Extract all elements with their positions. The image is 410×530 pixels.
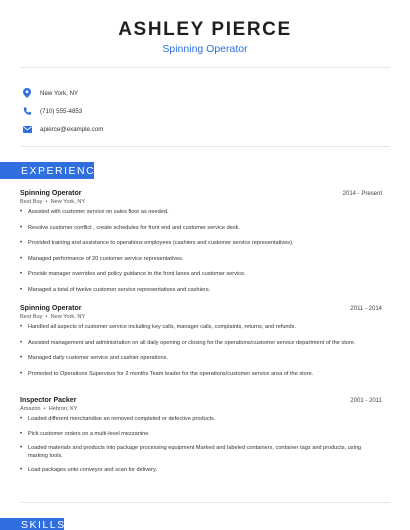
bullet-item: • Provide manager overrides and policy guidance to the front lanes and customer service. (20, 271, 382, 279)
phone-text[interactable]: (710) 555-4853 (40, 107, 83, 115)
job-dates: 2001 - 2011 (350, 398, 382, 404)
phone-icon (22, 106, 32, 116)
bullet-item: • Assisted with customer service on sales floor as needed. (20, 209, 382, 217)
job-entry (20, 190, 382, 295)
bullet-item: • Provided training and assistance to operations employees (cashiers and customer service representatives). (20, 240, 382, 248)
email-text[interactable]: apierce@example.com (40, 125, 104, 133)
job-company: Amazon (20, 406, 41, 412)
job-meta (20, 406, 382, 412)
meta-separator: • (43, 314, 50, 320)
candidate-title: Spinning Operator (162, 43, 248, 55)
bullet-item: • Loaded different merchandise an removed completed or defective products. (20, 416, 382, 424)
job-location: New York, NY (50, 199, 86, 205)
bullet-item: • Managed performance of 20 customer service representatives. (20, 256, 382, 264)
meta-separator: • (43, 199, 50, 205)
contact-list (22, 84, 103, 138)
job-bullets (20, 324, 382, 378)
job-meta (20, 199, 382, 205)
job-company: Best Buy (20, 314, 43, 320)
divider (20, 146, 390, 147)
bullet-item: • Assisted management and administration on all daily opening or closing for the operations/customer service department of the store. (20, 340, 382, 348)
bullet-item: • Promoted to Operations Supervisor for 2 months Team leader for the operations/customer service area of the store. (20, 371, 382, 379)
job-entry (20, 397, 382, 475)
bullet-item: • Pick customer orders on a multi-level mezzanine. (20, 431, 382, 439)
divider (20, 67, 390, 68)
job-dates: 2014 - Present (342, 191, 382, 197)
contact-location (22, 84, 103, 102)
bullet-item: • Handled all aspects of customer service including key calls, manager calls, complaints, returns, and refunds. (20, 324, 382, 332)
job-title: Inspector Packer (20, 397, 77, 404)
section-heading-experience: EXPERIENCE (0, 162, 94, 179)
section-heading-skills: SKILLS (0, 518, 64, 530)
bullet-item: • Resolve customer conflict , create schedules for front end and customer service desk. (20, 225, 382, 233)
bullet-item: • Loaded materials and products into package processing equipment Marked and labeled containers, container tags and products, using marking tools. (20, 445, 382, 460)
resume-header (0, 0, 410, 56)
job-location: New York, NY (50, 314, 86, 320)
meta-separator: • (42, 406, 48, 412)
job-bullets (20, 209, 382, 295)
divider (20, 502, 390, 503)
job-meta (20, 314, 382, 320)
contact-phone (22, 102, 103, 120)
job-title: Spinning Operator (20, 305, 82, 312)
location-text: New York, NY (40, 89, 79, 97)
job-company: Best Buy (20, 199, 43, 205)
bullet-item: • Load packages unto conveyor and scan for delivery. (20, 467, 382, 475)
bullet-item: • Managed daily customer service and cashier operations. (20, 355, 382, 363)
job-location: Hebron, KY (48, 406, 78, 412)
job-title: Spinning Operator (20, 190, 82, 197)
job-bullets (20, 416, 382, 475)
candidate-name: ASHLEY PIERCE (118, 19, 292, 40)
contact-email (22, 120, 103, 138)
bullet-item: • Managed a total of twelve customer service representatives and cashiers. (20, 287, 382, 295)
job-entry (20, 305, 382, 378)
email-icon (22, 124, 32, 134)
job-dates: 2011 - 2014 (350, 306, 382, 312)
location-pin-icon (22, 88, 32, 98)
